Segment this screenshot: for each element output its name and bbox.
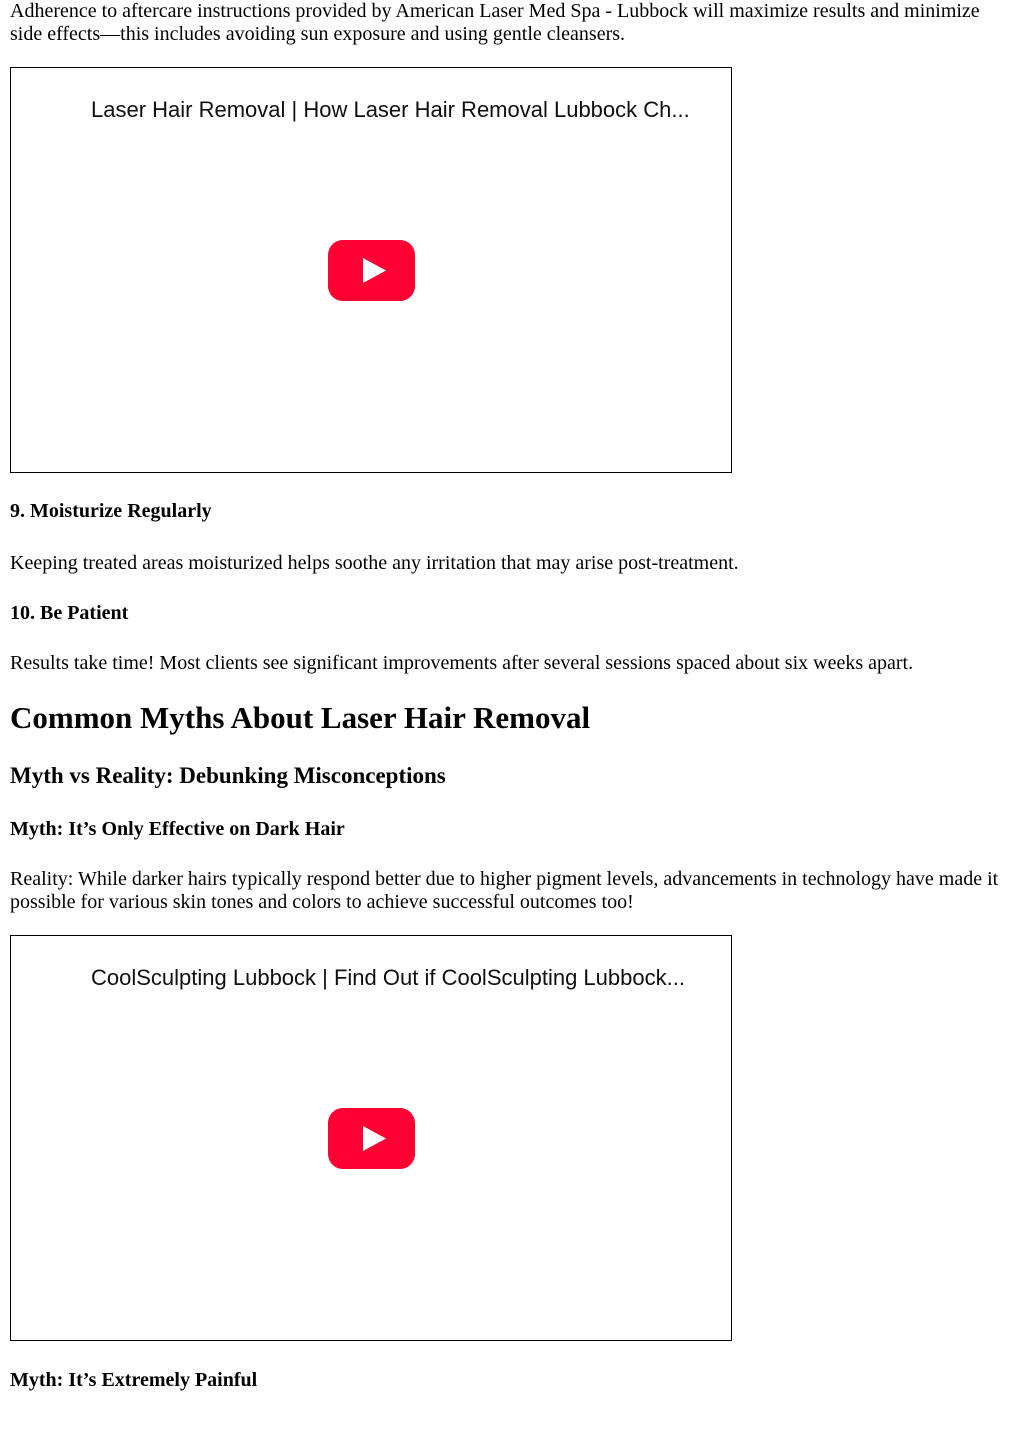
tip-text-be-patient: Results take time! Most clients see significant improvements after several sessions spaced about six weeks apart. xyxy=(10,652,914,674)
youtube-embed-laser-hair-removal[interactable] xyxy=(10,67,732,473)
myth-reality-dark-hair: Reality: While darker hairs typically respond better due to higher pigment levels, advancements in technology have made it possible for various skin tones and colors to achieve successful outcomes too! xyxy=(10,868,999,913)
video-title[interactable]: CoolSculpting Lubbock | Find Out if CoolSculpting Lubbock... xyxy=(91,965,685,990)
myths-section-title: Common Myths About Laser Hair Removal xyxy=(10,700,591,735)
youtube-play-icon[interactable] xyxy=(328,240,415,301)
tip-heading-be-patient: 10. Be Patient xyxy=(10,602,129,624)
myth-heading-painful: Myth: It’s Extremely Painful xyxy=(10,1369,258,1391)
youtube-embed-coolsculpting[interactable] xyxy=(10,935,732,1341)
myth-heading-dark-hair: Myth: It’s Only Effective on Dark Hair xyxy=(10,818,345,840)
youtube-play-icon[interactable] xyxy=(328,1108,415,1169)
video-title[interactable]: Laser Hair Removal | How Laser Hair Removal Lubbock Ch... xyxy=(91,97,690,122)
tip-heading-moisturize: 9. Moisturize Regularly xyxy=(10,500,212,522)
tip-text-moisturize: Keeping treated areas moisturized helps soothe any irritation that may arise post-treatment. xyxy=(10,552,739,574)
aftercare-paragraph: Adherence to aftercare instructions provided by American Laser Med Spa - Lubbock will maximize results and minimize side effects—this includes avoiding sun exposure and using gentle cleansers. xyxy=(10,0,980,45)
myths-section-subtitle: Myth vs Reality: Debunking Misconceptions xyxy=(10,763,446,788)
